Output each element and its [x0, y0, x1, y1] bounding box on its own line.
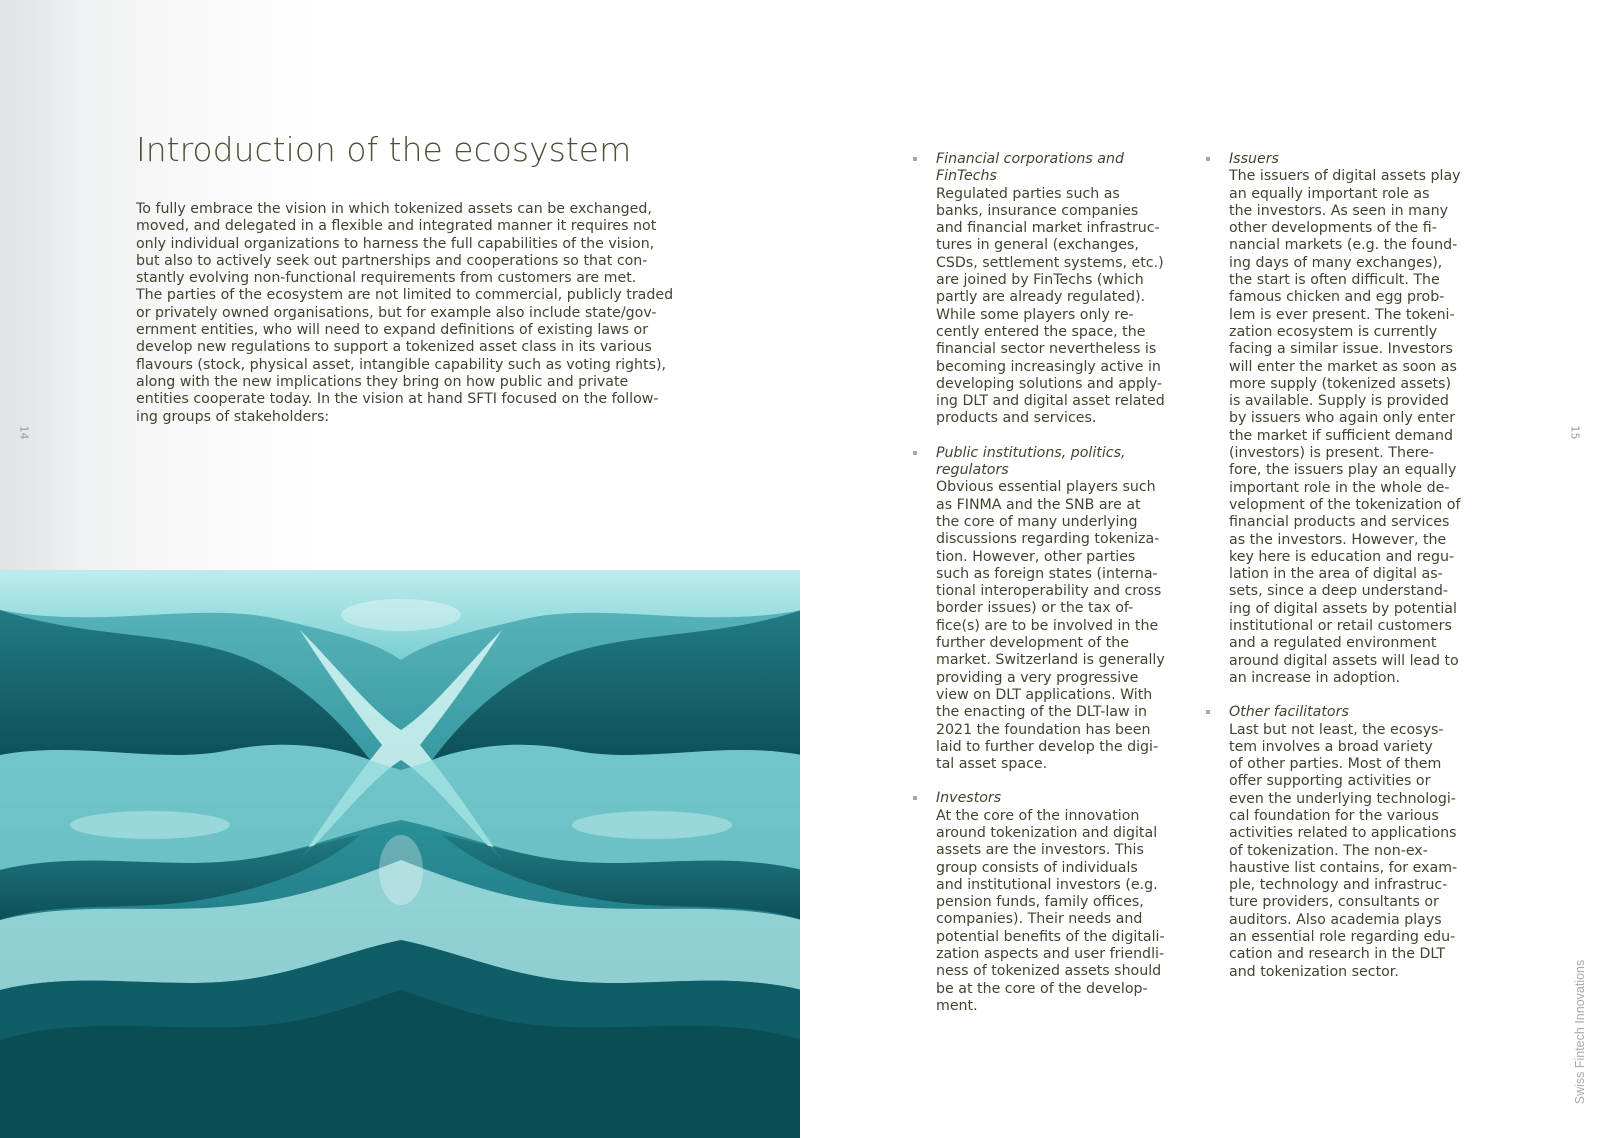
- entry-body-line: products and services.: [936, 410, 1097, 427]
- entry-body-line: tional interoperability and cross: [936, 583, 1162, 600]
- stakeholder-column-1: [936, 151, 1186, 1032]
- stakeholder-entry: [936, 151, 1186, 428]
- entry-body-line: important role in the whole de-: [1229, 479, 1450, 496]
- entry-body-line: discussions regarding tokeniza-: [936, 531, 1160, 548]
- entry-body-line: the core of many underlying: [936, 513, 1138, 530]
- entry-body-line: lation in the area of digital as-: [1229, 566, 1443, 583]
- entry-body-line: facing a similar issue. Investors: [1229, 341, 1453, 358]
- entry-body-line: pension funds, family offices,: [936, 894, 1144, 911]
- entry-body-line: border issues) or the tax of-: [936, 600, 1134, 617]
- entry-body-line: tal asset space.: [936, 756, 1048, 773]
- entry-body-line: financial products and services: [1229, 514, 1450, 531]
- intro-line: only individual organizations to harness the full capabilities of the vision,: [136, 235, 655, 252]
- page-number-left: 14: [17, 425, 31, 440]
- entry-body-line: fice(s) are to be involved in the: [936, 617, 1159, 634]
- intro-line: To fully embrace the vision in which tokenized assets can be exchanged,: [136, 201, 652, 217]
- entry-body-line: developing solutions and apply-: [936, 375, 1163, 392]
- ice-crystal-artwork: [0, 570, 802, 1138]
- entry-body-line: market. Switzerland is generally: [936, 652, 1165, 669]
- entry-body-line: as the investors. However, the: [1229, 531, 1447, 548]
- entry-body-line: The issuers of digital assets play: [1229, 168, 1461, 185]
- entry-body-line: At the core of the innovation: [936, 807, 1140, 824]
- entry-body-line: assets are the investors. This: [936, 842, 1144, 859]
- bullet-icon: [913, 451, 917, 455]
- intro-line: ernment entities, who will need to expand definitions of existing laws or: [136, 322, 649, 339]
- entry-body-line: around digital assets will lead to: [1229, 652, 1459, 669]
- entry-body-line: and a regulated environment: [1229, 635, 1437, 652]
- entry-body-line: tem involves a broad variety: [1229, 738, 1433, 755]
- entry-title-line: Public institutions, politics,: [936, 444, 1126, 461]
- entry-body-line: further development of the: [936, 635, 1130, 652]
- bullet-icon: [1206, 710, 1210, 714]
- entry-body-line: of other parties. Most of them: [1229, 756, 1442, 773]
- entry-body-line: such as foreign states (interna-: [936, 565, 1158, 582]
- entry-body-line: the market if sufficient demand: [1229, 427, 1453, 444]
- entry-body-line: ness of tokenized assets should: [936, 963, 1162, 980]
- entry-title-line: Other facilitators: [1229, 704, 1349, 721]
- entry-body-line: nancial markets (e.g. the found-: [1229, 237, 1458, 254]
- entry-body-line: velopment of the tokenization of: [1229, 496, 1461, 513]
- entry-title-line: regulators: [936, 462, 1009, 479]
- entry-body-line: key here is education and regu-: [1229, 548, 1455, 565]
- bullet-icon: [1206, 157, 1210, 161]
- entry-body-line: ple, technology and infrastruc-: [1229, 877, 1448, 894]
- entry-body-line: CSDs, settlement systems, etc.): [936, 254, 1164, 271]
- ice-crystal-image: [0, 570, 802, 1138]
- entry-body-line: partly are already regulated).: [936, 289, 1146, 306]
- entry-body-line: Regulated parties such as: [936, 185, 1120, 202]
- entry-body-line: the investors. As seen in many: [1229, 202, 1449, 219]
- entry-body-line: and financial market infrastruc-: [936, 220, 1160, 237]
- entry-body-line: are joined by FinTechs (which: [936, 272, 1144, 289]
- intro-line: develop new regulations to support a tokenized asset class in its various: [136, 339, 652, 356]
- intro-line: stantly evolving non-functional requirements from customers are met.: [136, 270, 637, 287]
- entry-body-line: laid to further develop the digi-: [936, 738, 1159, 755]
- entry-body-line: ture providers, consultants or: [1229, 894, 1439, 911]
- entry-body-line: will enter the market as soon as: [1229, 358, 1457, 375]
- right-page: [800, 0, 1600, 1138]
- entry-body-line: cal foundation for the various: [1229, 807, 1439, 824]
- entry-body-line: Last but not least, the ecosys-: [1229, 721, 1444, 738]
- entry-body-line: zation ecosystem is currently: [1229, 323, 1438, 340]
- entry-title-line: Issuers: [1229, 151, 1279, 167]
- bullet-icon: [913, 796, 917, 800]
- entry-body-line: potential benefits of the digitali-: [936, 928, 1165, 945]
- entry-body-line: as FINMA and the SNB are at: [936, 496, 1141, 513]
- stakeholder-entry: [1229, 151, 1479, 687]
- intro-line: but also to actively seek out partnerships and cooperations so that con-: [136, 252, 648, 269]
- entry-body-line: an equally important role as: [1229, 185, 1430, 202]
- entry-body-line: companies). Their needs and: [936, 911, 1143, 928]
- entry-body-line: (investors) is present. There-: [1229, 445, 1435, 462]
- entry-body-line: institutional or retail customers: [1229, 618, 1452, 635]
- entry-body-line: the start is often difficult. The: [1229, 272, 1440, 289]
- entry-body-line: other developments of the fi-: [1229, 220, 1437, 237]
- entry-body-line: more supply (tokenized assets): [1229, 375, 1452, 392]
- entry-body-line: becoming increasingly active in: [936, 358, 1161, 375]
- entry-body-line: 2021 the foundation has been: [936, 721, 1151, 738]
- entry-body-line: auditors. Also academia plays: [1229, 911, 1442, 928]
- entry-body-line: cently entered the space, the: [936, 323, 1146, 340]
- entry-body-line: While some players only re-: [936, 306, 1134, 323]
- entry-body-line: activities related to applications: [1229, 825, 1457, 842]
- entry-title-line: FinTechs: [936, 168, 997, 185]
- entry-body-line: tion. However, other parties: [936, 548, 1136, 565]
- bullet-icon: [913, 157, 917, 161]
- entry-body-line: ing of digital assets by potential: [1229, 600, 1457, 617]
- entry-body-line: and tokenization sector.: [1229, 963, 1399, 980]
- entry-body-line: ing DLT and digital asset related: [936, 393, 1165, 410]
- entry-body-line: banks, insurance companies: [936, 202, 1139, 219]
- entry-body-line: offer supporting activities or: [1229, 773, 1431, 790]
- page-number-right: 15: [1568, 425, 1582, 440]
- entry-body-line: and institutional investors (e.g.: [936, 876, 1158, 893]
- entry-body-line: providing a very progressive: [936, 669, 1139, 686]
- entry-title-line: Investors: [936, 790, 1002, 807]
- entry-body-line: of tokenization. The non-ex-: [1229, 842, 1428, 859]
- intro-line: ing groups of stakeholders:: [136, 408, 330, 425]
- entry-body-line: sets, since a deep understand-: [1229, 583, 1448, 600]
- entry-body-line: the enacting of the DLT-law in: [936, 704, 1148, 721]
- entry-body-line: tures in general (exchanges,: [936, 237, 1139, 254]
- entry-title-line: Financial corporations and: [936, 151, 1124, 167]
- intro-line: or privately owned organisations, but for example also include state/gov-: [136, 304, 657, 321]
- intro-line: along with the new implications they bring on how public and private: [136, 373, 629, 390]
- entry-body-line: famous chicken and egg prob-: [1229, 289, 1445, 306]
- entry-body-line: even the underlying technologi-: [1229, 790, 1456, 807]
- intro-line: moved, and delegated in a flexible and integrated manner it requires not: [136, 218, 657, 235]
- intro-line: The parties of the ecosystem are not limited to commercial, publicly traded: [136, 287, 674, 304]
- entry-body-line: by issuers who again only enter: [1229, 410, 1456, 427]
- entry-body-line: view on DLT applications. With: [936, 686, 1153, 703]
- intro-line: flavours (stock, physical asset, intangible capability such as voting rights),: [136, 356, 667, 373]
- entry-body-line: lem is ever present. The tokeni-: [1229, 306, 1455, 323]
- stakeholder-entry: [936, 790, 1186, 1015]
- entry-body-line: group consists of individuals: [936, 859, 1138, 876]
- entry-body-line: fore, the issuers play an equally: [1229, 462, 1457, 479]
- entry-body-line: Obvious essential players such: [936, 479, 1156, 496]
- stakeholder-entry: [1229, 704, 1479, 981]
- entry-body-line: is available. Supply is provided: [1229, 393, 1449, 410]
- brand-label: Swiss Fintech Innovations: [1573, 959, 1587, 1105]
- intro-paragraph: [136, 201, 696, 426]
- entry-body-line: around tokenization and digital: [936, 824, 1158, 841]
- entry-body-line: cation and research in the DLT: [1229, 946, 1446, 963]
- entry-body-line: ing days of many exchanges),: [1229, 254, 1443, 271]
- stakeholder-entry: [936, 445, 1186, 774]
- entry-body-line: an essential role regarding edu-: [1229, 929, 1456, 946]
- entry-body-line: be at the core of the develop-: [936, 980, 1148, 997]
- entry-body-line: zation aspects and user friendli-: [936, 946, 1165, 963]
- stakeholder-column-2: [1229, 151, 1479, 998]
- entry-body-line: ment.: [936, 997, 978, 1014]
- page-title: Introduction of the ecosystem: [136, 130, 632, 169]
- entry-body-line: financial sector nevertheless is: [936, 341, 1157, 358]
- entry-body-line: haustive list contains, for exam-: [1229, 859, 1458, 876]
- entry-body-line: an increase in adoption.: [1229, 669, 1401, 686]
- intro-line: entities cooperate today. In the vision at hand SFTI focused on the follow-: [136, 391, 659, 408]
